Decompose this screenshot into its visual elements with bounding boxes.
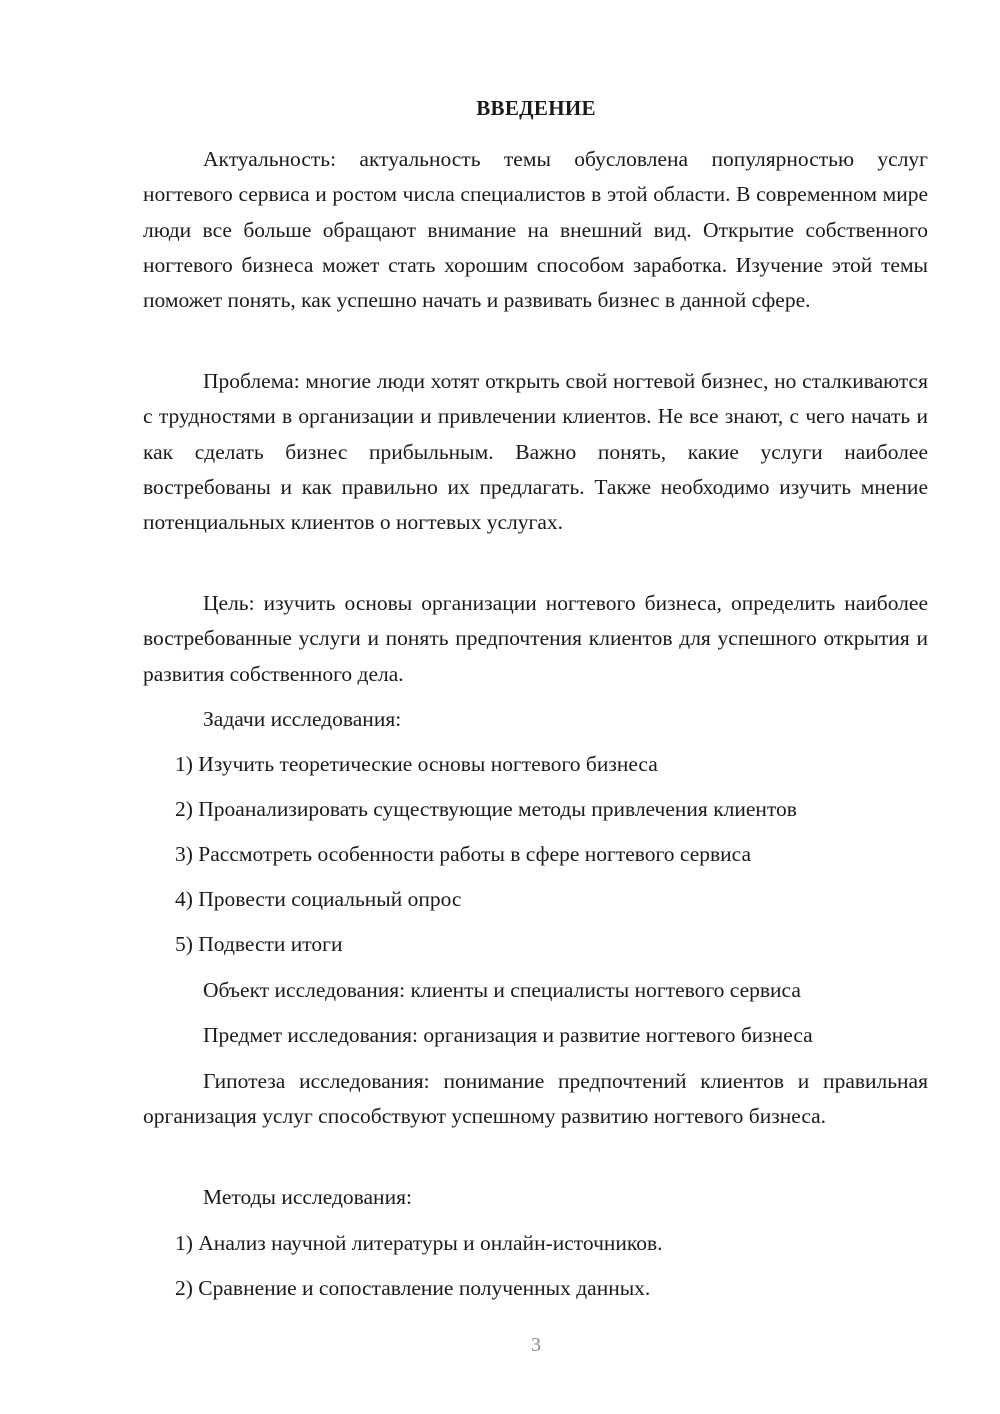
relevance-paragraph: Актуальность: актуальность темы обусловлена популярностью услуг ногтевого сервиса и ростом числа специалистов в этой области. В современном мире люди все больше обращают внимание на внешний вид. Открытие собственного ногтевого бизнеса может стать хорошим способом заработка. Изучение этой темы поможет понять, как успешно начать и развивать бизнес в данной сфере. — [143, 147, 928, 313]
tasks-list — [143, 747, 928, 782]
list-item: 5) Подвести итоги — [175, 932, 343, 956]
relevance-block — [143, 142, 928, 318]
list-item: 2) Сравнение и сопоставление полученных данных. — [175, 1276, 651, 1300]
page-number: 3 — [531, 1334, 541, 1356]
list-item: 1) Анализ научной литературы и онлайн-источников. — [175, 1231, 663, 1255]
problem-paragraph: Проблема: многие люди хотят открыть свой ногтевой бизнес, но сталкиваются с трудностями в организации и привлечении клиентов. Не все знают, с чего начать и как сделать бизнес прибыльным. Важно понять, какие услуги наиболее востребованы и как правильно их предлагать. Также необходимо изучить мнение потенциальных клиентов о ногтевых услугах. — [143, 369, 928, 535]
methods-heading: Методы исследования: — [203, 1185, 412, 1209]
subject-block — [143, 1018, 928, 1053]
object-block — [143, 973, 928, 1008]
methods-list — [143, 1271, 928, 1306]
goal-block — [143, 586, 928, 692]
tasks-list — [143, 792, 928, 827]
tasks-list — [143, 927, 928, 962]
section-title: ВВЕДЕНИЕ — [476, 96, 596, 120]
hypothesis-block — [143, 1064, 928, 1135]
list-item: 1) Изучить теоретические основы ногтевого бизнеса — [175, 752, 658, 776]
list-item: 4) Провести социальный опрос — [175, 887, 462, 911]
problem-block — [143, 364, 928, 540]
hypothesis-paragraph: Гипотеза исследования: понимание предпочтений клиентов и правильная организация услуг способствуют успешному развитию ногтевого бизнеса. — [143, 1069, 928, 1129]
subject-paragraph: Предмет исследования: организация и развитие ногтевого бизнеса — [203, 1023, 813, 1047]
tasks-list — [143, 837, 928, 872]
goal-paragraph: Цель: изучить основы организации ногтевого бизнеса, определить наиболее востребованные услуги и понять предпочтения клиентов для успешного открытия и развития собственного дела. — [143, 591, 928, 686]
methods-list — [143, 1226, 928, 1261]
methods-heading-block — [143, 1180, 928, 1215]
tasks-heading-block — [143, 702, 928, 737]
tasks-list — [143, 882, 928, 917]
list-item: 3) Рассмотреть особенности работы в сфере ногтевого сервиса — [175, 842, 752, 866]
tasks-heading: Задачи исследования: — [203, 707, 402, 731]
object-paragraph: Объект исследования: клиенты и специалисты ногтевого сервиса — [203, 978, 801, 1002]
list-item: 2) Проанализировать существующие методы привлечения клиентов — [175, 797, 797, 821]
